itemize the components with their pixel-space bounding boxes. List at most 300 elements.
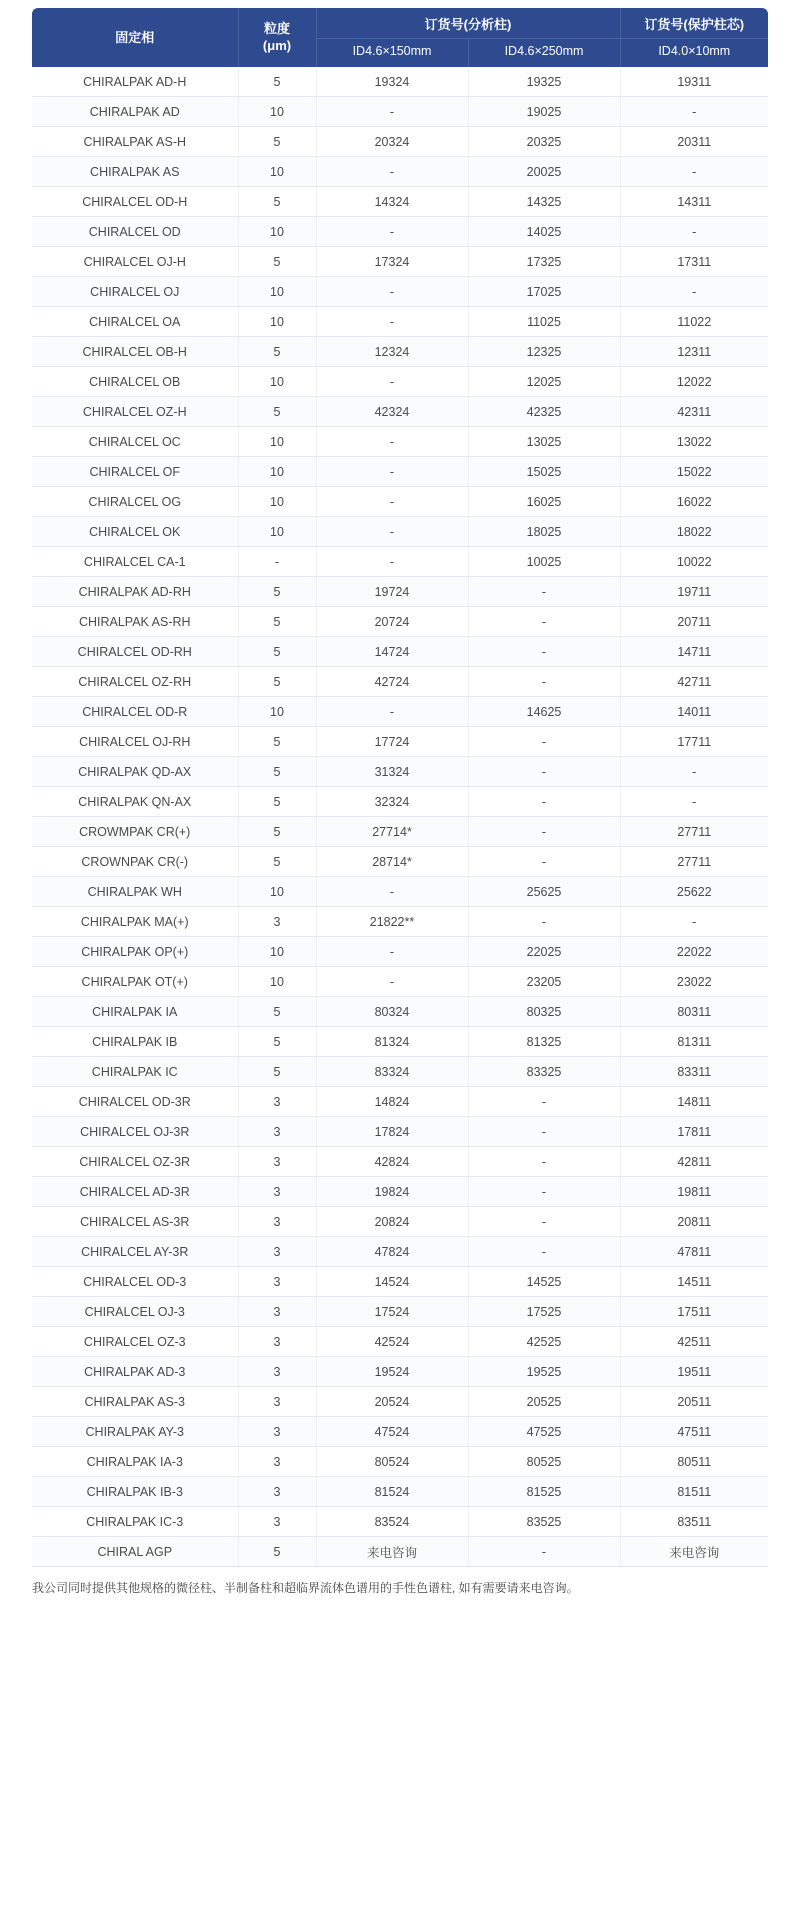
table-row xyxy=(32,787,768,817)
cell-order-no-250: 83325 xyxy=(468,1057,620,1087)
cell-order-no-250: 14525 xyxy=(468,1267,620,1297)
cell-particle-size: 3 xyxy=(238,1447,316,1477)
cell-order-no-150: 81324 xyxy=(316,1027,468,1057)
cell-particle-size: 3 xyxy=(238,1327,316,1357)
cell-particle-size: 3 xyxy=(238,1087,316,1117)
cell-order-no-150: 80324 xyxy=(316,997,468,1027)
cell-particle-size: 5 xyxy=(238,247,316,277)
table-row xyxy=(32,547,768,577)
cell-stationary-phase: CHIRALCEL OD-3 xyxy=(32,1267,238,1297)
cell-order-no-250: 17025 xyxy=(468,277,620,307)
cell-order-no-guard: 16022 xyxy=(620,487,768,517)
cell-particle-size: 5 xyxy=(238,817,316,847)
table-row xyxy=(32,217,768,247)
cell-order-no-150: - xyxy=(316,937,468,967)
cell-order-no-250: 80525 xyxy=(468,1447,620,1477)
cell-order-no-guard: - xyxy=(620,907,768,937)
cell-particle-size: 5 xyxy=(238,187,316,217)
table-row xyxy=(32,577,768,607)
cell-order-no-150: - xyxy=(316,217,468,247)
cell-order-no-guard: 42511 xyxy=(620,1327,768,1357)
cell-order-no-250: 81325 xyxy=(468,1027,620,1057)
cell-order-no-guard: 20711 xyxy=(620,607,768,637)
cell-order-no-150: 14724 xyxy=(316,637,468,667)
cell-particle-size: 5 xyxy=(238,67,316,97)
cell-order-no-150: 19724 xyxy=(316,577,468,607)
cell-stationary-phase: CHIRALPAK AS xyxy=(32,157,238,187)
table-row xyxy=(32,967,768,997)
table-row xyxy=(32,1387,768,1417)
column-header-stationary-phase: 固定相 xyxy=(32,8,238,67)
cell-order-no-guard: 42711 xyxy=(620,667,768,697)
cell-particle-size: 5 xyxy=(238,1057,316,1087)
cell-particle-size: 5 xyxy=(238,847,316,877)
cell-order-no-150: 83524 xyxy=(316,1507,468,1537)
cell-order-no-250: 17525 xyxy=(468,1297,620,1327)
cell-order-no-250: 23205 xyxy=(468,967,620,997)
cell-stationary-phase: CHIRALPAK AS-3 xyxy=(32,1387,238,1417)
cell-order-no-150: 31324 xyxy=(316,757,468,787)
cell-order-no-guard: - xyxy=(620,157,768,187)
table-row xyxy=(32,1537,768,1567)
cell-particle-size: 10 xyxy=(238,937,316,967)
column-header-guard-group: 订货号(保护柱芯) xyxy=(620,8,768,38)
cell-order-no-250: 17325 xyxy=(468,247,620,277)
cell-stationary-phase: CHIRALCEL OK xyxy=(32,517,238,547)
cell-order-no-guard: 14311 xyxy=(620,187,768,217)
table-row xyxy=(32,1357,768,1387)
cell-stationary-phase: CHIRALCEL AD-3R xyxy=(32,1177,238,1207)
cell-order-no-guard: 17311 xyxy=(620,247,768,277)
cell-particle-size: 10 xyxy=(238,697,316,727)
table-row xyxy=(32,937,768,967)
table-body xyxy=(32,67,768,1567)
cell-stationary-phase: CHIRALCEL OA xyxy=(32,307,238,337)
cell-stationary-phase: CHIRAL AGP xyxy=(32,1537,238,1567)
cell-order-no-150: - xyxy=(316,967,468,997)
cell-particle-size: 10 xyxy=(238,157,316,187)
cell-particle-size: 10 xyxy=(238,457,316,487)
cell-particle-size: 10 xyxy=(238,217,316,247)
cell-order-no-250: - xyxy=(468,787,620,817)
cell-stationary-phase: CHIRALPAK WH xyxy=(32,877,238,907)
cell-order-no-guard: 来电咨询 xyxy=(620,1537,768,1567)
cell-order-no-250: - xyxy=(468,1117,620,1147)
cell-order-no-guard: 15022 xyxy=(620,457,768,487)
cell-particle-size: 3 xyxy=(238,907,316,937)
cell-order-no-guard: 19811 xyxy=(620,1177,768,1207)
table-row xyxy=(32,97,768,127)
cell-order-no-guard: 17511 xyxy=(620,1297,768,1327)
cell-order-no-150: - xyxy=(316,457,468,487)
cell-order-no-250: - xyxy=(468,1087,620,1117)
cell-order-no-250: 20525 xyxy=(468,1387,620,1417)
table-row xyxy=(32,247,768,277)
cell-order-no-guard: 14811 xyxy=(620,1087,768,1117)
cell-order-no-guard: 17811 xyxy=(620,1117,768,1147)
cell-order-no-250: 80325 xyxy=(468,997,620,1027)
table-row xyxy=(32,1237,768,1267)
cell-stationary-phase: CHIRALCEL OB xyxy=(32,367,238,397)
table-row xyxy=(32,277,768,307)
cell-order-no-250: - xyxy=(468,577,620,607)
cell-particle-size: 5 xyxy=(238,1537,316,1567)
table-row xyxy=(32,307,768,337)
cell-stationary-phase: CHIRALCEL OB-H xyxy=(32,337,238,367)
cell-order-no-guard: 10022 xyxy=(620,547,768,577)
cell-order-no-guard: 83311 xyxy=(620,1057,768,1087)
cell-order-no-250: 47525 xyxy=(468,1417,620,1447)
cell-order-no-guard: 80311 xyxy=(620,997,768,1027)
cell-order-no-guard: 14511 xyxy=(620,1267,768,1297)
table-row xyxy=(32,1057,768,1087)
table-row xyxy=(32,1447,768,1477)
cell-order-no-guard: 19711 xyxy=(620,577,768,607)
cell-particle-size: 10 xyxy=(238,97,316,127)
cell-particle-size: 5 xyxy=(238,757,316,787)
table-row xyxy=(32,877,768,907)
cell-particle-size: 3 xyxy=(238,1117,316,1147)
table-row xyxy=(32,1147,768,1177)
column-header-analytical-group: 订货号(分析柱) xyxy=(316,8,620,38)
particle-size-label: 粒度 xyxy=(263,20,290,36)
cell-order-no-guard: - xyxy=(620,277,768,307)
cell-stationary-phase: CHIRALCEL OD-R xyxy=(32,697,238,727)
cell-order-no-150: 14524 xyxy=(316,1267,468,1297)
cell-order-no-guard: 14711 xyxy=(620,637,768,667)
cell-stationary-phase: CHIRALPAK IB-3 xyxy=(32,1477,238,1507)
table-row xyxy=(32,697,768,727)
cell-stationary-phase: CHIRALCEL OJ-RH xyxy=(32,727,238,757)
table-row xyxy=(32,907,768,937)
cell-order-no-guard: 12022 xyxy=(620,367,768,397)
cell-order-no-guard: 80511 xyxy=(620,1447,768,1477)
table-row xyxy=(32,757,768,787)
cell-particle-size: 10 xyxy=(238,967,316,997)
cell-order-no-250: 42325 xyxy=(468,397,620,427)
cell-order-no-guard: 20311 xyxy=(620,127,768,157)
table-row xyxy=(32,1177,768,1207)
cell-order-no-guard: - xyxy=(620,217,768,247)
table-header-row-group xyxy=(32,8,768,38)
table-row xyxy=(32,457,768,487)
cell-particle-size: 10 xyxy=(238,367,316,397)
cell-order-no-150: - xyxy=(316,367,468,397)
cell-order-no-150: - xyxy=(316,307,468,337)
cell-particle-size: 3 xyxy=(238,1177,316,1207)
cell-order-no-250: 19525 xyxy=(468,1357,620,1387)
cell-stationary-phase: CHIRALPAK IC xyxy=(32,1057,238,1087)
cell-order-no-150: - xyxy=(316,517,468,547)
cell-particle-size: 3 xyxy=(238,1477,316,1507)
cell-order-no-guard: - xyxy=(620,97,768,127)
cell-order-no-150: 来电咨询 xyxy=(316,1537,468,1567)
cell-particle-size: 5 xyxy=(238,997,316,1027)
column-header-particle-size xyxy=(238,8,316,67)
cell-stationary-phase: CHIRALPAK IA-3 xyxy=(32,1447,238,1477)
cell-order-no-150: 32324 xyxy=(316,787,468,817)
cell-order-no-guard: 17711 xyxy=(620,727,768,757)
cell-particle-size: 3 xyxy=(238,1267,316,1297)
cell-order-no-guard: 27711 xyxy=(620,847,768,877)
cell-order-no-250: 18025 xyxy=(468,517,620,547)
cell-particle-size: 5 xyxy=(238,577,316,607)
cell-stationary-phase: CHIRALPAK AS-RH xyxy=(32,607,238,637)
cell-order-no-250: 20025 xyxy=(468,157,620,187)
cell-order-no-250: 12325 xyxy=(468,337,620,367)
cell-order-no-150: - xyxy=(316,427,468,457)
cell-stationary-phase: CHIRALPAK OT(+) xyxy=(32,967,238,997)
cell-order-no-250: 22025 xyxy=(468,937,620,967)
cell-order-no-250: - xyxy=(468,1537,620,1567)
cell-order-no-150: 17524 xyxy=(316,1297,468,1327)
cell-order-no-250: - xyxy=(468,637,620,667)
cell-order-no-250: 12025 xyxy=(468,367,620,397)
cell-order-no-150: 42324 xyxy=(316,397,468,427)
cell-order-no-150: 20824 xyxy=(316,1207,468,1237)
cell-stationary-phase: CHIRALCEL OC xyxy=(32,427,238,457)
cell-particle-size: 10 xyxy=(238,307,316,337)
cell-order-no-150: 20524 xyxy=(316,1387,468,1417)
cell-order-no-250: 13025 xyxy=(468,427,620,457)
cell-order-no-250: 14325 xyxy=(468,187,620,217)
cell-order-no-250: 19325 xyxy=(468,67,620,97)
cell-particle-size: 5 xyxy=(238,337,316,367)
cell-order-no-150: 47524 xyxy=(316,1417,468,1447)
cell-order-no-150: 28714* xyxy=(316,847,468,877)
table-row xyxy=(32,1207,768,1237)
cell-stationary-phase: CHIRALPAK IC-3 xyxy=(32,1507,238,1537)
cell-stationary-phase: CHIRALPAK MA(+) xyxy=(32,907,238,937)
cell-order-no-250: 42525 xyxy=(468,1327,620,1357)
table-row xyxy=(32,637,768,667)
particle-size-unit: (μm) xyxy=(262,37,292,53)
cell-order-no-guard: 14011 xyxy=(620,697,768,727)
cell-stationary-phase: CHIRALPAK IA xyxy=(32,997,238,1027)
cell-order-no-250: - xyxy=(468,1177,620,1207)
column-header-id40x10: ID4.0×10mm xyxy=(620,38,768,67)
cell-particle-size: 3 xyxy=(238,1357,316,1387)
cell-order-no-150: 19824 xyxy=(316,1177,468,1207)
cell-order-no-250: - xyxy=(468,727,620,757)
table-row xyxy=(32,1417,768,1447)
cell-stationary-phase: CHIRALCEL OJ-3R xyxy=(32,1117,238,1147)
cell-particle-size: 3 xyxy=(238,1237,316,1267)
table-row xyxy=(32,517,768,547)
table-row xyxy=(32,397,768,427)
cell-order-no-250: 20325 xyxy=(468,127,620,157)
cell-order-no-guard: 11022 xyxy=(620,307,768,337)
cell-order-no-150: - xyxy=(316,697,468,727)
cell-stationary-phase: CHIRALCEL OD-3R xyxy=(32,1087,238,1117)
cell-stationary-phase: CHIRALPAK AD-H xyxy=(32,67,238,97)
cell-stationary-phase: CHIRALCEL OD-H xyxy=(32,187,238,217)
table-row xyxy=(32,367,768,397)
cell-order-no-150: - xyxy=(316,277,468,307)
cell-order-no-guard: 47811 xyxy=(620,1237,768,1267)
cell-order-no-250: 81525 xyxy=(468,1477,620,1507)
cell-order-no-150: 81524 xyxy=(316,1477,468,1507)
cell-order-no-250: 83525 xyxy=(468,1507,620,1537)
table-row xyxy=(32,157,768,187)
cell-order-no-250: - xyxy=(468,667,620,697)
cell-stationary-phase: CHIRALCEL OZ-RH xyxy=(32,667,238,697)
table-row xyxy=(32,127,768,157)
cell-order-no-250: 19025 xyxy=(468,97,620,127)
table-row xyxy=(32,187,768,217)
cell-order-no-250: 14025 xyxy=(468,217,620,247)
table-row xyxy=(32,67,768,97)
cell-order-no-150: 19524 xyxy=(316,1357,468,1387)
cell-order-no-150: - xyxy=(316,157,468,187)
cell-stationary-phase: CHIRALCEL OJ xyxy=(32,277,238,307)
cell-order-no-guard: 27711 xyxy=(620,817,768,847)
cell-order-no-guard: 42311 xyxy=(620,397,768,427)
cell-order-no-guard: 23022 xyxy=(620,967,768,997)
table-row xyxy=(32,1267,768,1297)
cell-stationary-phase: CHIRALCEL OJ-H xyxy=(32,247,238,277)
cell-stationary-phase: CHIRALPAK QN-AX xyxy=(32,787,238,817)
cell-order-no-150: 21822** xyxy=(316,907,468,937)
cell-order-no-150: - xyxy=(316,487,468,517)
cell-particle-size: 3 xyxy=(238,1507,316,1537)
cell-stationary-phase: CHIRALPAK QD-AX xyxy=(32,757,238,787)
cell-stationary-phase: CHIRALPAK AY-3 xyxy=(32,1417,238,1447)
cell-order-no-250: 11025 xyxy=(468,307,620,337)
table-row xyxy=(32,1117,768,1147)
cell-order-no-250: 15025 xyxy=(468,457,620,487)
cell-stationary-phase: CHIRALCEL OF xyxy=(32,457,238,487)
cell-order-no-guard: 47511 xyxy=(620,1417,768,1447)
cell-particle-size: 3 xyxy=(238,1417,316,1447)
cell-order-no-150: 80524 xyxy=(316,1447,468,1477)
cell-order-no-guard: 81511 xyxy=(620,1477,768,1507)
cell-order-no-150: 42824 xyxy=(316,1147,468,1177)
cell-stationary-phase: CHIRALPAK AD-RH xyxy=(32,577,238,607)
table-row xyxy=(32,337,768,367)
cell-order-no-250: - xyxy=(468,907,620,937)
cell-stationary-phase: CHIRALCEL OG xyxy=(32,487,238,517)
cell-particle-size: 5 xyxy=(238,727,316,757)
cell-order-no-guard: 19511 xyxy=(620,1357,768,1387)
table-row xyxy=(32,607,768,637)
table-row xyxy=(32,1327,768,1357)
cell-particle-size: 3 xyxy=(238,1207,316,1237)
cell-order-no-guard: - xyxy=(620,787,768,817)
cell-order-no-150: 27714* xyxy=(316,817,468,847)
table-row xyxy=(32,727,768,757)
cell-order-no-150: - xyxy=(316,877,468,907)
cell-particle-size: 10 xyxy=(238,517,316,547)
table-row xyxy=(32,667,768,697)
cell-order-no-250: 10025 xyxy=(468,547,620,577)
cell-order-no-150: 19324 xyxy=(316,67,468,97)
cell-order-no-150: 17824 xyxy=(316,1117,468,1147)
cell-particle-size: 10 xyxy=(238,277,316,307)
cell-order-no-250: - xyxy=(468,607,620,637)
cell-particle-size: 5 xyxy=(238,637,316,667)
cell-order-no-150: 12324 xyxy=(316,337,468,367)
cell-order-no-guard: 18022 xyxy=(620,517,768,547)
cell-order-no-250: - xyxy=(468,847,620,877)
cell-order-no-guard: 83511 xyxy=(620,1507,768,1537)
column-header-id46x250: ID4.6×250mm xyxy=(468,38,620,67)
cell-particle-size: 5 xyxy=(238,127,316,157)
cell-order-no-150: - xyxy=(316,547,468,577)
cell-particle-size: 10 xyxy=(238,487,316,517)
cell-order-no-250: - xyxy=(468,1207,620,1237)
cell-particle-size: 5 xyxy=(238,1027,316,1057)
cell-order-no-150: 42524 xyxy=(316,1327,468,1357)
cell-order-no-250: - xyxy=(468,757,620,787)
table-row xyxy=(32,1507,768,1537)
column-header-id46x150: ID4.6×150mm xyxy=(316,38,468,67)
cell-particle-size: 5 xyxy=(238,667,316,697)
cell-stationary-phase: CROWMPAK CR(+) xyxy=(32,817,238,847)
cell-order-no-150: 20724 xyxy=(316,607,468,637)
cell-order-no-150: - xyxy=(316,97,468,127)
table-row xyxy=(32,1477,768,1507)
cell-order-no-150: 20324 xyxy=(316,127,468,157)
cell-stationary-phase: CHIRALPAK OP(+) xyxy=(32,937,238,967)
cell-order-no-250: 25625 xyxy=(468,877,620,907)
cell-order-no-guard: 19311 xyxy=(620,67,768,97)
cell-particle-size: 3 xyxy=(238,1387,316,1417)
table-row xyxy=(32,847,768,877)
cell-particle-size: 5 xyxy=(238,397,316,427)
cell-stationary-phase: CHIRALCEL AS-3R xyxy=(32,1207,238,1237)
cell-order-no-250: - xyxy=(468,1237,620,1267)
cell-stationary-phase: CHIRALCEL OD-RH xyxy=(32,637,238,667)
table-row xyxy=(32,817,768,847)
cell-stationary-phase: CHIRALPAK AD xyxy=(32,97,238,127)
table-row xyxy=(32,427,768,457)
cell-order-no-guard: 42811 xyxy=(620,1147,768,1177)
cell-particle-size: - xyxy=(238,547,316,577)
table-row xyxy=(32,487,768,517)
cell-particle-size: 3 xyxy=(238,1297,316,1327)
cell-particle-size: 10 xyxy=(238,427,316,457)
cell-order-no-guard: 81311 xyxy=(620,1027,768,1057)
cell-stationary-phase: CHIRALPAK AS-H xyxy=(32,127,238,157)
table-head xyxy=(32,8,768,67)
cell-order-no-150: 17324 xyxy=(316,247,468,277)
cell-order-no-150: 47824 xyxy=(316,1237,468,1267)
chiral-column-spec-table xyxy=(32,8,768,1567)
table-footnote: 我公司同时提供其他规格的微径柱、半制备柱和超临界流体色谱用的手性色谱柱, 如有需要请来电咨询。 xyxy=(32,1581,579,1596)
cell-order-no-guard: 20811 xyxy=(620,1207,768,1237)
cell-stationary-phase: CHIRALPAK IB xyxy=(32,1027,238,1057)
cell-stationary-phase: CHIRALCEL OZ-H xyxy=(32,397,238,427)
cell-particle-size: 3 xyxy=(238,1147,316,1177)
cell-particle-size: 5 xyxy=(238,787,316,817)
cell-order-no-250: 14625 xyxy=(468,697,620,727)
cell-stationary-phase: CHIRALCEL OZ-3 xyxy=(32,1327,238,1357)
cell-order-no-guard: 22022 xyxy=(620,937,768,967)
cell-stationary-phase: CHIRALCEL OJ-3 xyxy=(32,1297,238,1327)
table-row xyxy=(32,1087,768,1117)
cell-particle-size: 10 xyxy=(238,877,316,907)
cell-order-no-guard: 13022 xyxy=(620,427,768,457)
cell-order-no-guard: 25622 xyxy=(620,877,768,907)
cell-stationary-phase: CHIRALCEL OZ-3R xyxy=(32,1147,238,1177)
cell-order-no-150: 14824 xyxy=(316,1087,468,1117)
cell-order-no-250: - xyxy=(468,817,620,847)
cell-order-no-guard: 12311 xyxy=(620,337,768,367)
cell-stationary-phase: CROWNPAK CR(-) xyxy=(32,847,238,877)
cell-particle-size: 5 xyxy=(238,607,316,637)
table-row xyxy=(32,997,768,1027)
